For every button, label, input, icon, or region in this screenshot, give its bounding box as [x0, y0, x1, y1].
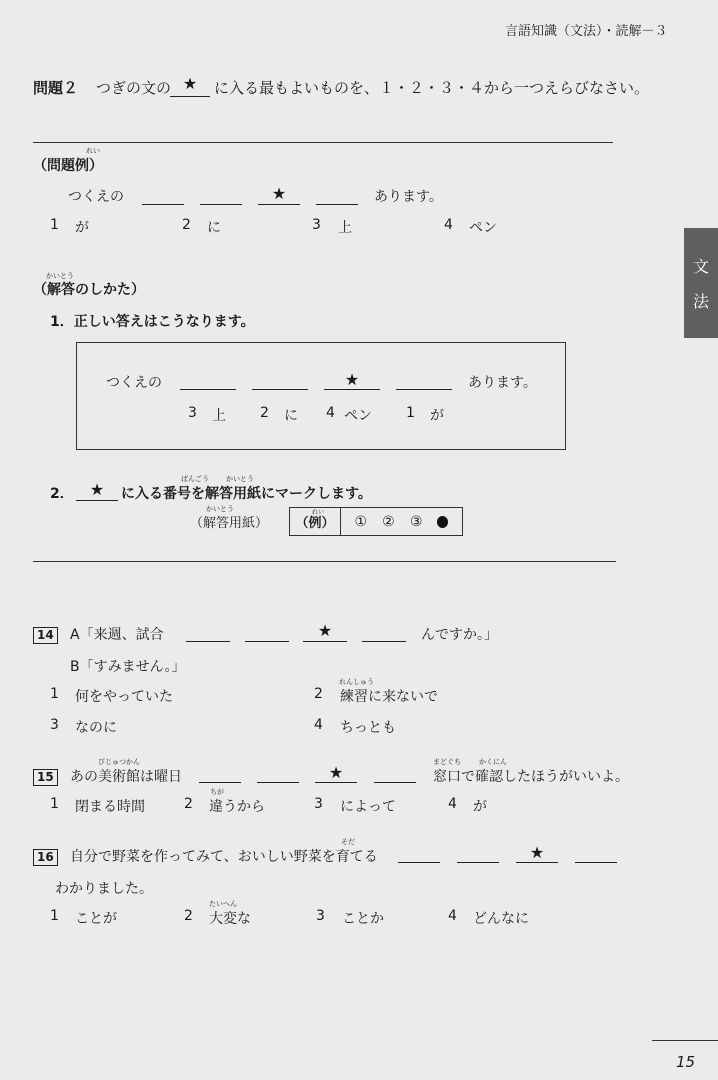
bubble-3-icon: ③ — [409, 513, 423, 530]
section-tab-char: 文 — [692, 257, 709, 276]
running-header: 言語知識（文法）・読解－３ — [505, 24, 668, 39]
question-ruby: そだ — [341, 838, 355, 846]
answer-blank — [258, 204, 300, 205]
option-number: 3 — [312, 217, 321, 233]
howto-step1: 1．正しい答えはこうなります。 — [50, 314, 255, 330]
example-heading — [33, 155, 103, 175]
question-line2: わかりました。 — [55, 881, 153, 897]
question-line1-end: んですか。」 — [421, 627, 498, 643]
option-number: 3 — [50, 717, 59, 733]
option-text: ペン — [469, 220, 497, 236]
star-mark: ★ — [529, 843, 545, 862]
question-line1-start: A「来週、試合 — [70, 627, 164, 643]
ruby-bangou: ばんごう — [181, 475, 209, 483]
option-text: 大変な — [209, 911, 251, 927]
bubble-2-icon: ② — [382, 513, 395, 530]
option-number: 1 — [50, 217, 59, 233]
answer-example-box — [76, 342, 566, 450]
option-ruby: たいへん — [209, 900, 237, 908]
howto-heading-ruby: かいとう — [46, 272, 74, 280]
answer-blank — [374, 782, 416, 783]
option-text: 練習に来ないで — [340, 689, 438, 705]
howto-heading: （解答のしかた） — [33, 282, 145, 298]
box-answer-number: 3 — [188, 405, 197, 421]
option-text: 閉まる時間 — [75, 799, 145, 815]
star-mark: ★ — [328, 763, 344, 782]
answer-blank — [315, 782, 357, 783]
answer-blank — [200, 204, 242, 205]
answer-blank — [186, 641, 230, 642]
option-text: ちっとも — [340, 720, 396, 736]
example-heading-text: （問題例） — [33, 158, 103, 174]
option-ruby: れんしゅう — [339, 678, 374, 686]
answer-blank — [142, 204, 184, 205]
option-text: どんなに — [473, 911, 529, 927]
answer-blank — [257, 782, 299, 783]
mark-example-label — [290, 508, 341, 535]
divider-bottom — [33, 561, 616, 562]
star-blank — [170, 96, 210, 97]
answer-blank — [303, 641, 347, 642]
option-number: 2 — [182, 217, 191, 233]
option-text: ことか — [342, 911, 384, 927]
option-number: 4 — [444, 217, 453, 233]
option-number: 4 — [314, 717, 323, 733]
answer-blank — [199, 782, 241, 783]
option-text: が — [75, 220, 89, 236]
bubble-1-icon: ① — [354, 513, 368, 530]
star-mark: ★ — [344, 370, 360, 389]
answer-sheet-ruby: かいとう — [206, 505, 234, 513]
option-number: 2 — [314, 686, 323, 702]
answer-blank — [396, 389, 452, 390]
problem-label: 問題２ — [33, 79, 79, 97]
box-answer-number: 4 — [326, 405, 335, 421]
option-text: に — [207, 220, 221, 236]
question-line1-end: 窓口で確認したほうがいいよ。 — [433, 769, 629, 785]
option-text: なのに — [75, 720, 117, 736]
question-number-box: 15 — [33, 769, 58, 786]
box-answer-text: 上 — [212, 408, 226, 424]
question-ruby: まどぐち — [433, 758, 461, 766]
answer-sheet-label: （解答用紙） — [190, 516, 269, 531]
question-number — [33, 766, 58, 786]
answer-blank — [245, 641, 289, 642]
bubble-4-filled-icon — [437, 516, 448, 528]
howto-step2-number: 2． — [50, 486, 74, 502]
option-number: 1 — [50, 796, 59, 812]
answer-blank — [316, 204, 358, 205]
question-number — [33, 624, 58, 644]
option-number: 1 — [50, 686, 59, 702]
option-ruby: ちが — [210, 788, 224, 796]
option-number: 3 — [314, 796, 323, 812]
box-sentence-start: つくえの — [106, 375, 162, 391]
option-number: 4 — [448, 908, 457, 924]
box-answer-text: に — [284, 408, 298, 424]
option-number: 2 — [184, 796, 193, 812]
question-number — [33, 846, 58, 866]
answer-blank — [180, 389, 236, 390]
option-text: 何をやっていた — [75, 689, 173, 705]
question-number-box: 14 — [33, 627, 58, 644]
option-text: ことが — [75, 911, 117, 927]
section-tab-char: 法 — [692, 292, 709, 311]
mark-bubbles — [341, 508, 462, 535]
star-mark: ★ — [317, 621, 333, 640]
mark-example-ruby: れい — [312, 509, 325, 516]
option-text: が — [473, 799, 487, 815]
star-mark: ★ — [271, 184, 287, 203]
question-line1-start: あの美術館は曜日 — [70, 769, 182, 785]
page-number: 15 — [676, 1053, 696, 1071]
example-sentence-start: つくえの — [68, 189, 124, 205]
option-number: 4 — [448, 796, 457, 812]
example-heading-ruby: れい — [86, 147, 100, 155]
example-sentence-end: あります。 — [374, 189, 443, 205]
instruction-text-start: つぎの文の — [96, 79, 172, 97]
option-text: 違うから — [209, 799, 265, 815]
star-mark: ★ — [89, 480, 105, 499]
option-text: によって — [340, 799, 396, 815]
answer-blank — [575, 862, 617, 863]
howto-step2-text: に入る番号を解答用紙にマークします。 — [121, 486, 372, 502]
ruby-kaitou: かいとう — [226, 475, 254, 483]
mark-example-text: （例） — [295, 516, 335, 531]
box-sentence-end: あります。 — [468, 375, 537, 391]
answer-blank — [457, 862, 499, 863]
divider-top — [33, 142, 613, 143]
option-text: 上 — [338, 220, 352, 236]
option-number: 3 — [316, 908, 325, 924]
box-answer-number: 1 — [406, 405, 415, 421]
question-ruby: びじゅつかん — [98, 758, 140, 766]
answer-blank — [324, 389, 380, 390]
star-mark: ★ — [182, 74, 198, 93]
box-answer-text: が — [430, 408, 444, 424]
box-answer-number: 2 — [260, 405, 269, 421]
option-number: 1 — [50, 908, 59, 924]
answer-sheet-row — [289, 507, 463, 536]
answer-blank — [516, 862, 558, 863]
instruction-text-end: に入る最もよいものを、１・２・３・４から一つえらびなさい。 — [214, 79, 650, 97]
question-line2: B「すみません。」 — [70, 659, 186, 675]
section-tab — [684, 228, 718, 338]
box-answer-text: ペン — [344, 408, 372, 424]
answer-blank — [362, 641, 406, 642]
star-blank — [76, 500, 118, 501]
answer-blank — [398, 862, 440, 863]
option-number: 2 — [184, 908, 193, 924]
question-number-box: 16 — [33, 849, 58, 866]
question-line1-start: 自分で野菜を作ってみて、おいしい野菜を育てる — [70, 849, 378, 865]
question-ruby: かくにん — [479, 758, 507, 766]
footer-rule — [652, 1040, 718, 1041]
answer-blank — [252, 389, 308, 390]
